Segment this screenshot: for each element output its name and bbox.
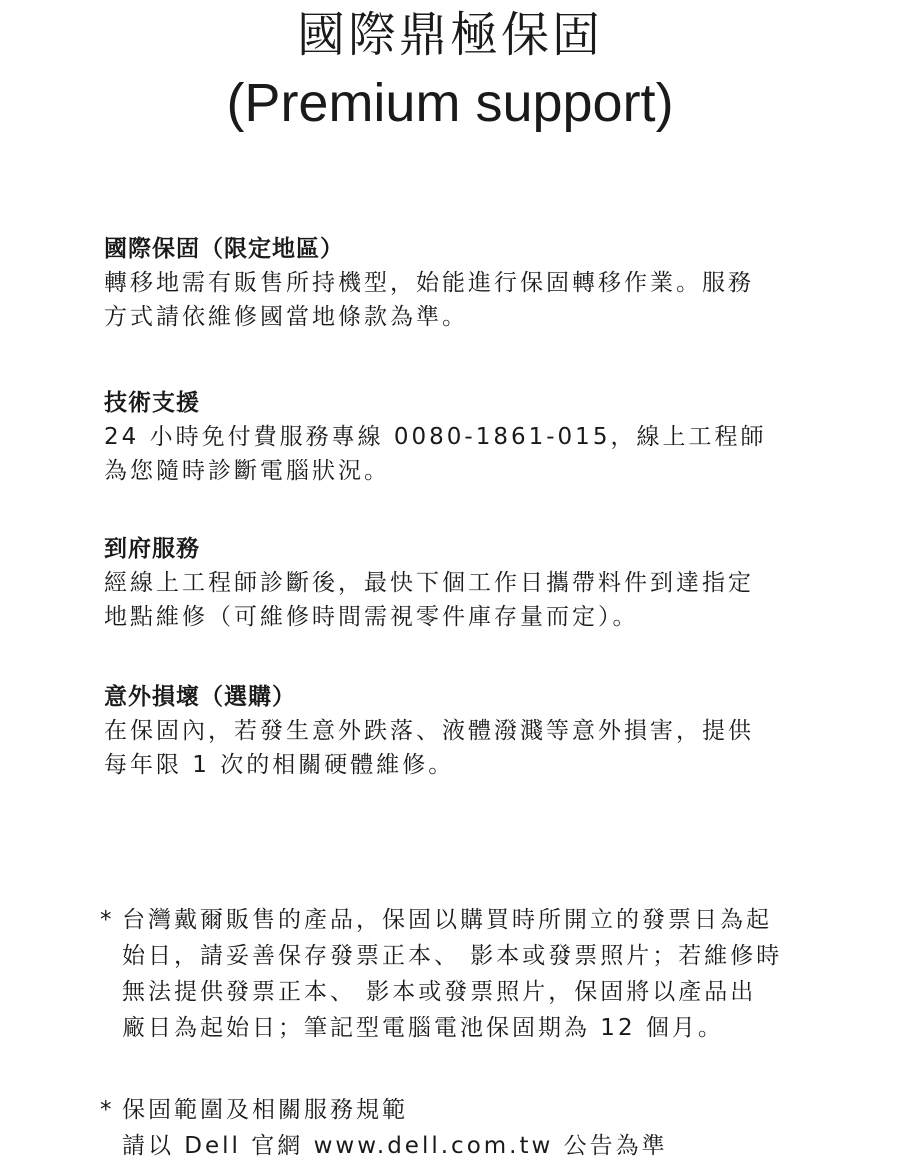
footnote-marker: * [100,1097,115,1123]
section-body: 在保固內，若發生意外跌落、液體潑濺等意外損害，提供 每年限 1 次的相關硬體維修。 [104,718,754,778]
footnote-text: 保固範圍及相關服務規範 請以 Dell 官網 www.dell.com.tw 公告為準 [122,1097,668,1159]
section-heading: 國際保固（限定地區） [104,236,344,262]
section-onsite-service [104,532,804,634]
section-body: 轉移地需有販售所持機型，始能進行保固轉移作業。服務 方式請依維修國當地條款為準。 [104,270,754,330]
section-technical-support [104,386,804,488]
page-title-chinese: 國際鼎極保固 [296,7,603,63]
footnote-warranty-scope [100,1092,810,1164]
footnote-text: 台灣戴爾販售的產品，保固以購買時所開立的發票日為起 始日，請妥善保存發票正本、 影本或發票照片；若維修時 無法提供發票正本、 影本或發票照片，保固將以產品出 廠日為起始日；筆記型電腦電池保固期為 12 個月。 [122,907,783,1041]
footnote-marker: * [100,907,115,933]
section-international-warranty [104,232,804,334]
page-title-english: (Premium support) [226,73,674,133]
section-heading: 到府服務 [104,536,200,562]
section-accidental-damage [104,680,804,782]
section-heading: 技術支援 [104,390,200,416]
footnote-invoice [100,902,810,1046]
section-body: 24 小時免付費服務專線 0080-1861-015，線上工程師 為您隨時診斷電腦狀況。 [104,424,767,484]
section-heading: 意外損壞（選購） [104,684,296,710]
section-body: 經線上工程師診斷後，最快下個工作日攜帶料件到達指定 地點維修（可維修時間需視零件庫存量而定）。 [104,570,754,630]
